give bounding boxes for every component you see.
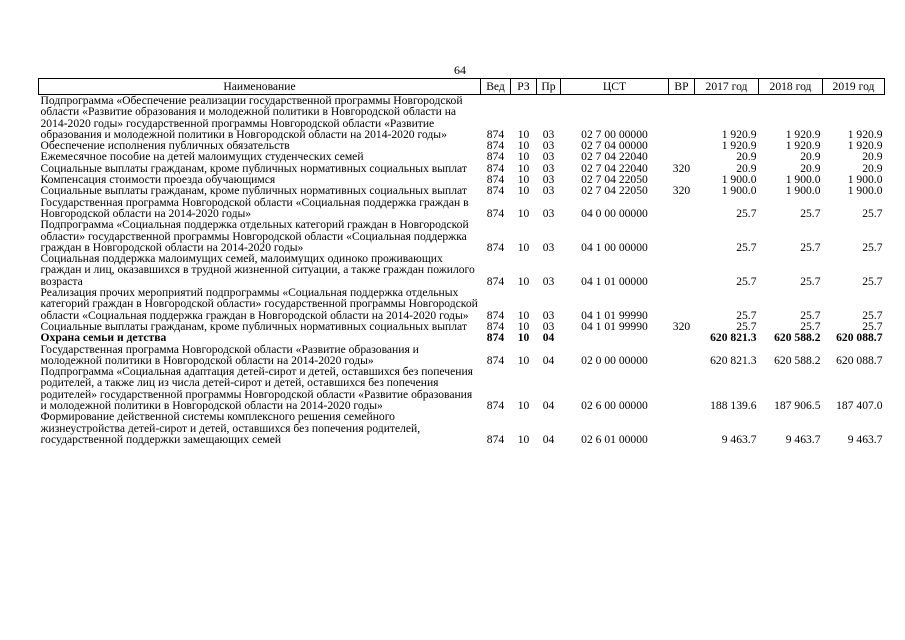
cell-cst: 02 0 00 00000 <box>581 353 648 367</box>
cell-rz: 10 <box>517 161 530 175</box>
cell-ved: 874 <box>486 127 505 141</box>
page-number: 64 <box>454 63 466 77</box>
cell-vr <box>669 140 695 151</box>
cell-rz: 10 <box>517 240 530 254</box>
cell-ved: 874 <box>486 150 505 164</box>
cell-name: Государственная программа Новгородской области «Развитие образования и молодежной политики в Новгородской области на 2014-2020 годы» <box>40 342 419 367</box>
cell-2017: 9 463.7 <box>721 432 757 446</box>
cell-vr <box>669 287 695 321</box>
cell-ved: 874 <box>486 432 505 446</box>
cell-2019: 25.7 <box>862 319 883 333</box>
cell-pr: 04 <box>542 432 555 446</box>
cell-2017: 25.7 <box>736 274 757 288</box>
cell-rz: 10 <box>517 319 530 333</box>
cell-2018: 25.7 <box>800 206 821 220</box>
cell-2018: 1 900.0 <box>785 184 821 198</box>
header-2017: 2017 год <box>695 79 759 95</box>
cell-2019: 9 463.7 <box>847 432 883 446</box>
cell-2019: 25.7 <box>862 308 883 322</box>
cell-ved: 874 <box>486 139 505 153</box>
cell-vr: 320 <box>672 184 691 198</box>
cell-2018: 1 920.9 <box>785 139 821 153</box>
cell-ved: 874 <box>486 161 505 175</box>
cell-ved: 874 <box>486 319 505 333</box>
cell-vr <box>669 332 695 343</box>
cell-name: Обеспечение исполнения публичных обязательств <box>40 139 290 153</box>
header-2019: 2019 год <box>823 79 885 95</box>
cell-vr <box>669 411 695 445</box>
header-name: Наименование <box>39 79 481 95</box>
cell-vr: 320 <box>672 319 691 333</box>
cell-cst: 02 7 04 00000 <box>581 139 648 153</box>
cell-pr: 03 <box>542 173 555 187</box>
table-row <box>39 253 885 287</box>
cell-2019: 1 900.0 <box>847 184 883 198</box>
cell-2019: 25.7 <box>862 206 883 220</box>
header-vr: ВР <box>669 79 695 95</box>
cell-rz: 10 <box>517 173 530 187</box>
cell-cst <box>561 332 669 343</box>
cell-rz: 10 <box>517 353 530 367</box>
cell-2017: 1 900.0 <box>721 173 757 187</box>
cell-pr: 03 <box>542 161 555 175</box>
cell-ved: 874 <box>486 173 505 187</box>
cell-2018: 187 906.5 <box>774 399 821 413</box>
cell-2017: 25.7 <box>736 308 757 322</box>
cell-2019: 25.7 <box>862 274 883 288</box>
cell-pr: 04 <box>542 353 555 367</box>
cell-2019: 187 407.0 <box>836 399 883 413</box>
cell-ved: 874 <box>486 184 505 198</box>
cell-name: Социальные выплаты гражданам, кроме публичных нормативных социальных выплат <box>40 184 467 198</box>
cell-pr: 03 <box>542 319 555 333</box>
cell-vr <box>669 253 695 287</box>
cell-2018: 20.9 <box>800 150 821 164</box>
cell-2018: 620 588.2 <box>774 331 821 345</box>
cell-rz: 10 <box>517 139 530 153</box>
cell-2018: 25.7 <box>800 308 821 322</box>
cell-rz: 10 <box>517 127 530 141</box>
cell-name: Подпрограмма «Социальная адаптация детей-сирот и детей, оставшихся без попечения родителей, а также лиц из числа детей-сирот и детей, оставшихся без попечения родителей» государственной программы Новгородской области «Развитие образования и молодежной политики в Новгородской области на 2014-2020 годы» <box>40 365 474 413</box>
cell-rz: 10 <box>517 206 530 220</box>
cell-2018: 1 920.9 <box>785 127 821 141</box>
cell-2019: 20.9 <box>862 161 883 175</box>
cell-name: Социальные выплаты гражданам, кроме публичных нормативных социальных выплат <box>40 161 467 175</box>
cell-rz: 10 <box>517 432 530 446</box>
cell-pr: 03 <box>542 184 555 198</box>
cell-cst: 04 1 01 00000 <box>581 274 648 288</box>
cell-cst: 02 7 04 22050 <box>581 173 648 187</box>
table-row <box>39 411 885 445</box>
cell-2019: 25.7 <box>862 240 883 254</box>
cell-pr: 04 <box>542 399 555 413</box>
cell-name: Формирование действенной системы комплексного решения семейного жизнеустройства детей-сирот и детей, оставшихся без попечения родителей, государственной поддержки замещающих семей <box>40 410 421 446</box>
cell-name: Подпрограмма «Обеспечение реализации государственной программы Новгородской области «Развитие образования и молодежной политики в Новгородской области на 2014-2020 годы» государственной программы Новгородской области «Развитие образования и молодежной политики в Новгородской области на 2014-2020 годы» <box>40 94 463 141</box>
cell-2017: 25.7 <box>736 319 757 333</box>
cell-2017: 1 920.9 <box>721 139 757 153</box>
cell-ved: 874 <box>486 274 505 288</box>
cell-cst: 02 6 01 00000 <box>581 432 648 446</box>
cell-pr: 04 <box>542 331 555 345</box>
cell-cst: 04 1 01 99990 <box>581 319 648 333</box>
table-header <box>39 79 885 95</box>
cell-2017: 188 139.6 <box>710 399 757 413</box>
cell-ved: 874 <box>486 331 505 345</box>
cell-pr: 03 <box>542 240 555 254</box>
table-row <box>39 332 885 343</box>
cell-2017: 620 821.3 <box>710 353 757 367</box>
cell-2018: 620 588.2 <box>774 353 821 367</box>
cell-name: Государственная программа Новгородской области «Социальная поддержка граждан в Новгородской области на 2014-2020 годы» <box>40 195 469 220</box>
cell-ved: 874 <box>486 206 505 220</box>
table-row <box>39 344 885 367</box>
cell-2017: 20.9 <box>736 150 757 164</box>
cell-rz: 10 <box>517 308 530 322</box>
cell-pr: 03 <box>542 206 555 220</box>
cell-2019: 1 900.0 <box>847 173 883 187</box>
cell-ved: 874 <box>486 399 505 413</box>
header-cst: ЦСТ <box>561 79 669 95</box>
cell-2018: 20.9 <box>800 161 821 175</box>
cell-cst: 02 7 04 22050 <box>581 184 648 198</box>
cell-vr <box>669 95 695 141</box>
cell-vr <box>669 197 695 220</box>
cell-2019: 620 088.7 <box>836 331 883 345</box>
cell-rz: 10 <box>517 331 530 345</box>
cell-2019: 1 920.9 <box>847 139 883 153</box>
cell-rz: 10 <box>517 150 530 164</box>
cell-2017: 1 900.0 <box>721 184 757 198</box>
cell-name: Социальные выплаты гражданам, кроме публичных нормативных социальных выплат <box>40 319 467 333</box>
cell-cst: 02 7 04 22040 <box>581 161 648 175</box>
cell-vr <box>669 344 695 367</box>
cell-rz: 10 <box>517 274 530 288</box>
cell-2018: 25.7 <box>800 240 821 254</box>
cell-ved: 874 <box>486 353 505 367</box>
cell-rz: 10 <box>517 399 530 413</box>
cell-name: Ежемесячное пособие на детей малоимущих студенческих семей <box>40 150 364 164</box>
table-row <box>39 366 885 411</box>
cell-name: Компенсация стоимости проезда обучающимся <box>40 173 276 187</box>
cell-2017: 620 821.3 <box>710 331 757 345</box>
cell-ved: 874 <box>486 240 505 254</box>
table-row <box>39 287 885 321</box>
cell-2017: 20.9 <box>736 161 757 175</box>
cell-2017: 25.7 <box>736 206 757 220</box>
cell-name: Охрана семьи и детства <box>40 331 167 345</box>
cell-pr: 03 <box>542 308 555 322</box>
table-row <box>39 219 885 253</box>
cell-name: Социальная поддержка малоимущих семей, малоимущих одиноко проживающих граждан и лиц, оказавшихся в трудной жизненной ситуации, а также граждан пожилого возраста <box>40 252 475 288</box>
cell-rz: 10 <box>517 184 530 198</box>
table-row <box>39 185 885 196</box>
cell-pr: 03 <box>542 150 555 164</box>
cell-2019: 1 920.9 <box>847 127 883 141</box>
cell-vr <box>669 219 695 253</box>
cell-cst: 02 6 00 00000 <box>581 399 648 413</box>
table-row <box>39 95 885 141</box>
cell-cst: 04 1 01 99990 <box>581 308 648 322</box>
budget-table <box>38 78 885 445</box>
cell-2018: 9 463.7 <box>785 432 821 446</box>
cell-pr: 03 <box>542 127 555 141</box>
header-rz: РЗ <box>511 79 537 95</box>
cell-vr: 320 <box>672 161 691 175</box>
cell-pr: 03 <box>542 139 555 153</box>
cell-2019: 20.9 <box>862 150 883 164</box>
cell-name: Подпрограмма «Социальная поддержка отдельных категорий граждан в Новгородской области» государственной программы Новгородской области «Социальная поддержка граждан в Новгородской области на 2014-2020 годы» <box>40 218 469 254</box>
cell-2017: 1 920.9 <box>721 127 757 141</box>
cell-2018: 25.7 <box>800 274 821 288</box>
header-ved: Вед <box>481 79 511 95</box>
cell-cst: 04 0 00 00000 <box>581 206 648 220</box>
table-row <box>39 197 885 220</box>
cell-ved: 874 <box>486 308 505 322</box>
cell-cst: 02 7 00 00000 <box>581 127 648 141</box>
cell-pr: 03 <box>542 274 555 288</box>
cell-2017: 25.7 <box>736 240 757 254</box>
cell-2018: 25.7 <box>800 319 821 333</box>
cell-2019: 620 088.7 <box>836 353 883 367</box>
cell-name: Реализация прочих мероприятий подпрограммы «Социальная поддержка отдельных категорий граждан в Новгородской области» государственной программы Новгородской области «Социальная поддержка граждан в Новгородской области на 2014-2020 годы» <box>40 286 478 322</box>
header-pr: Пр <box>537 79 561 95</box>
table-body <box>39 95 885 446</box>
header-2018: 2018 год <box>759 79 823 95</box>
cell-cst: 02 7 04 22040 <box>581 150 648 164</box>
cell-cst: 04 1 00 00000 <box>581 240 648 254</box>
cell-vr <box>669 366 695 411</box>
cell-2018: 1 900.0 <box>785 173 821 187</box>
